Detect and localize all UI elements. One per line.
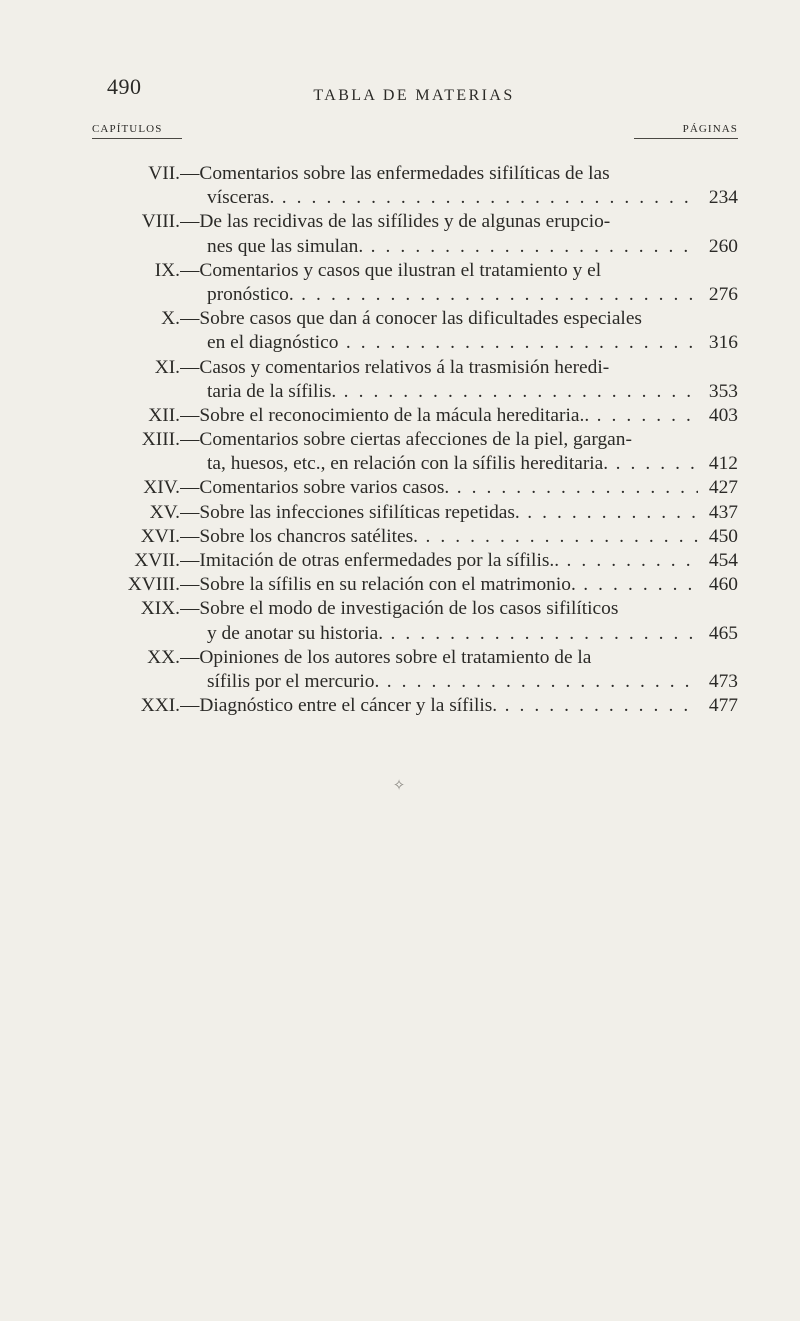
toc-line	[0, 356, 800, 380]
toc-line	[0, 549, 800, 573]
chapter-numeral: XVIII.	[127, 574, 180, 596]
chapter-numeral: XX.	[147, 646, 180, 668]
toc-entry	[0, 549, 800, 573]
ornament-icon: ✧	[392, 778, 406, 794]
toc-line	[0, 573, 800, 597]
toc-line	[0, 501, 800, 525]
toc-line	[0, 452, 800, 476]
toc-line	[0, 694, 800, 718]
chapter-numeral: XI.	[154, 356, 180, 378]
page-reference: 276	[698, 283, 738, 307]
chapter-title: taria de la sífilis. . . .	[207, 380, 736, 404]
toc-line	[0, 476, 800, 500]
toc-line	[0, 162, 800, 186]
chapter-title: pronóstico. . . .	[207, 283, 736, 307]
toc-line	[0, 210, 800, 234]
chapter-title: y de anotar su historia. . . .	[207, 622, 736, 646]
toc-line	[0, 404, 800, 428]
table-of-contents	[0, 162, 800, 718]
chapter-title: —Diagnóstico entre el cáncer y la sífilis. . . .	[180, 694, 736, 718]
chapter-title: —Sobre el reconocimiento de la mácula hereditaria.. . . .	[180, 404, 736, 428]
toc-line	[0, 597, 800, 621]
toc-entry	[0, 476, 800, 500]
toc-line	[0, 307, 800, 331]
chapter-numeral: XIII.	[141, 429, 180, 451]
chapter-title: ta, huesos, etc., en relación con la sífilis hereditaria. . . .	[207, 452, 736, 476]
chapter-title: nes que las simulan. . . .	[207, 235, 736, 259]
page-reference: 454	[698, 549, 738, 573]
page-reference: 437	[698, 501, 738, 525]
page-reference: 427	[698, 476, 738, 500]
chapter-numeral: XXI.	[140, 695, 180, 717]
page-reference: 234	[698, 186, 738, 210]
page-reference: 353	[698, 380, 738, 404]
chapter-title: —Opiniones de los autores sobre el tratamiento de la	[180, 646, 592, 668]
toc-entry	[0, 356, 800, 404]
page-reference: 465	[698, 622, 738, 646]
toc-line	[0, 259, 800, 283]
page-reference: 473	[698, 670, 738, 694]
chapter-title: vísceras. . . .	[207, 186, 736, 210]
page-reference: 316	[698, 331, 738, 355]
toc-entry	[0, 501, 800, 525]
chapter-numeral: VII.	[148, 163, 180, 184]
chapter-numeral: IX.	[154, 259, 180, 281]
toc-entry	[0, 694, 800, 718]
chapter-title: —Sobre las infecciones sifilíticas repetidas. . . .	[180, 501, 736, 525]
toc-entry	[0, 646, 800, 694]
chapter-title: —Sobre la sífilis en su relación con el matrimonio. . . .	[180, 573, 736, 597]
chapter-title: —De las recidivas de las sifílides y de algunas erupcio-	[180, 211, 611, 233]
chapter-title: —Comentarios y casos que ilustran el tratamiento y el	[180, 259, 602, 281]
toc-entry	[0, 259, 800, 307]
toc-entry	[0, 428, 800, 476]
toc-entry	[0, 573, 800, 597]
chapter-title: —Sobre el modo de investigación de los casos sifilíticos	[180, 598, 619, 620]
toc-line	[0, 380, 800, 404]
chapter-title: —Sobre los chancros satélites. . . .	[180, 525, 736, 549]
toc-entry	[0, 404, 800, 428]
toc-line	[0, 331, 800, 355]
page-reference: 260	[698, 235, 738, 259]
chapter-numeral: XVII.	[134, 550, 180, 571]
toc-entry	[0, 307, 800, 355]
toc-entry	[0, 162, 800, 210]
chapter-numeral: XV.	[149, 501, 180, 523]
chapter-title: —Comentarios sobre varios casos. . . .	[180, 476, 736, 500]
toc-line	[0, 186, 800, 210]
running-title: TABLA DE MATERIAS	[313, 87, 515, 104]
chapter-numeral: X.	[161, 308, 180, 330]
chapter-title: —Sobre casos que dan á conocer las dificultades especiales	[180, 308, 642, 330]
page-reference: 403	[698, 404, 738, 428]
chapter-numeral: XIX.	[140, 598, 180, 620]
pages-column-label: PÁGINAS	[634, 123, 738, 139]
chapter-title: —Imitación de otras enfermedades por la sífilis.. . . .	[180, 549, 736, 573]
chapter-title: —Comentarios sobre ciertas afecciones de la piel, gargan-	[180, 429, 632, 451]
page-reference: 460	[698, 573, 738, 597]
page-reference: 412	[698, 452, 738, 476]
chapter-numeral: VIII.	[141, 211, 180, 233]
chapters-column-label: CAPÍTULOS	[92, 123, 182, 139]
toc-line	[0, 646, 800, 670]
chapter-title: en el diagnóstico . . .	[207, 331, 736, 355]
toc-line	[0, 428, 800, 452]
chapter-numeral: XII.	[148, 404, 180, 426]
toc-line	[0, 235, 800, 259]
page-number: 490	[107, 74, 142, 99]
toc-line	[0, 670, 800, 694]
chapter-title: —Comentarios sobre las enfermedades sifilíticas de las	[180, 163, 610, 184]
toc-entry	[0, 597, 800, 645]
chapter-title: sífilis por el mercurio. . . .	[207, 670, 736, 694]
page-reference: 450	[698, 525, 738, 549]
toc-line	[0, 283, 800, 307]
toc-line	[0, 622, 800, 646]
toc-line	[0, 525, 800, 549]
toc-entry	[0, 210, 800, 258]
chapter-numeral: XIV.	[143, 477, 180, 499]
page-reference: 477	[698, 694, 738, 718]
chapter-numeral: XVI.	[140, 525, 180, 547]
toc-entry	[0, 525, 800, 549]
chapter-title: —Casos y comentarios relativos á la trasmisión heredi-	[180, 356, 610, 378]
